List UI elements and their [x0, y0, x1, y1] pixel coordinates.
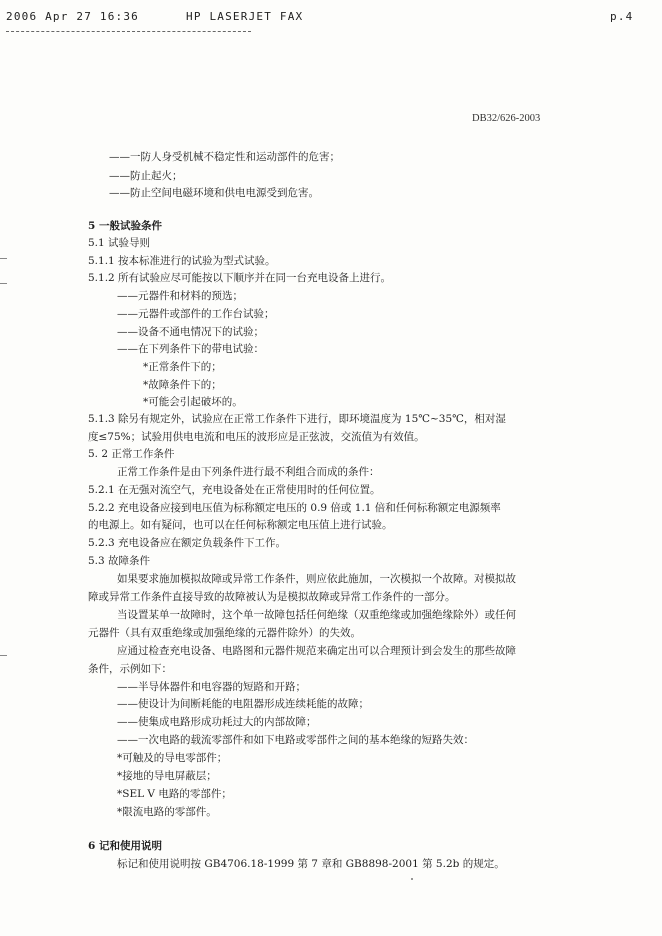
text-line: *正常条件下的；: [143, 361, 222, 373]
text-line: ——使设计为间断耗能的电阻器形成连续耗能的故障；: [117, 698, 369, 710]
text-line: *接地的导电屏蔽层；: [117, 770, 217, 782]
text-line: ——一防人身受机械不稳定性和运动部件的危害；: [109, 151, 340, 163]
text-line: ——一次电路的载流零部件和如下电路或零部件之间的基本绝缘的短路失效：: [117, 734, 474, 746]
fax-page-number: p.4: [610, 10, 634, 23]
subsection-heading: 5.1 试验导则: [88, 237, 151, 249]
fax-header: [6, 10, 646, 26]
text-line: 的电源上。如有疑问，也可以在任何标称额定电压值上进行试验。: [88, 519, 393, 531]
text-line: 当设置某单一故障时，这个单一故障包括任何绝缘（双重绝缘或加强绝缘除外）或任何: [117, 609, 516, 621]
fax-date: 2006 Apr 27 16:36: [6, 10, 139, 23]
text-line: 元器件（具有双重绝缘或加强绝缘的元器件除外）的失效。: [88, 627, 361, 639]
text-line: 5.1.2 所有试验应尽可能按以下顺序并在同一台充电设备上进行。: [88, 272, 392, 284]
text-line: 如果要求施加模拟故障或异常工作条件，则应依此施加，一次模拟一个故障。对模拟故: [117, 573, 516, 585]
text-line: ——元器件和材料的预选；: [117, 290, 243, 302]
text-line: ——在下列条件下的带电试验：: [117, 343, 264, 355]
text-line: *可触及的导电零部件；: [117, 752, 228, 764]
fax-device-name: HP LASERJET FAX: [186, 10, 304, 23]
scan-speck: [411, 878, 413, 880]
text-line: 5.1.1 按本标准进行的试验为型式试验。: [88, 255, 276, 267]
text-line: 5.2.2 充电设备应接到电压值为标称额定电压的 0.9 倍或 1.1 倍和任何标称额定电源频率: [88, 502, 501, 514]
scan-edge-mark: [0, 283, 7, 284]
scan-edge-mark: [0, 655, 7, 656]
scan-edge-mark: [0, 258, 7, 259]
section-heading: 6 记和使用说明: [88, 840, 162, 852]
subsection-heading: 5.3 故障条件: [88, 555, 151, 567]
subsection-heading: 5. 2 正常工作条件: [88, 448, 175, 460]
text-line: 5.2.3 充电设备应在额定负载条件下工作。: [88, 537, 287, 549]
text-line: ——设备不通电情况下的试验；: [117, 326, 264, 338]
text-line: 5.2.1 在无强对流空气，充电设备处在正常使用时的任何位置。: [88, 484, 381, 496]
section-heading: 5 一般试验条件: [88, 220, 162, 232]
fax-header-rule: [6, 31, 251, 32]
text-line: ——半导体器件和电容器的短路和开路；: [117, 681, 306, 693]
text-line: ——防止起火；: [109, 170, 183, 182]
text-line: 标记和使用说明按 GB4706.18-1999 第 7 章和 GB8898-2001 第 5.2b 的规定。: [117, 858, 505, 870]
text-line: ——防止空间电磁环境和供电电源受到危害。: [109, 187, 319, 199]
text-line: *可能会引起破坏的。: [143, 396, 243, 408]
text-line: 5.1.3 除另有规定外，试验应在正常工作条件下进行，即环境温度为 15℃~35℃，相对湿: [88, 413, 506, 425]
text-line: 度≤75%；试验用供电电流和电压的波形应是正弦波，交流值为有效值。: [88, 431, 425, 443]
text-line: ——元器件或部件的工作台试验；: [117, 308, 275, 320]
text-line: *故障条件下的；: [143, 379, 222, 391]
document-number: DB32/626-2003: [472, 113, 541, 124]
text-line: 条件，示例如下：: [88, 663, 172, 675]
text-line: 障或异常工作条件直接导致的故障被认为是模拟故障或异常工作条件的一部分。: [88, 591, 456, 603]
text-line: ——使集成电路形成功耗过大的内部故障；: [117, 716, 317, 728]
text-line: *SEL V 电路的零部件；: [117, 788, 232, 800]
text-line: *限流电路的零部件。: [117, 806, 217, 818]
text-line: 正常工作条件是由下列条件进行最不利组合而成的条件：: [117, 466, 380, 478]
text-line: 应通过检查充电设备、电路图和元器件规范来确定出可以合理预计到会发生的那些故障: [117, 645, 516, 657]
